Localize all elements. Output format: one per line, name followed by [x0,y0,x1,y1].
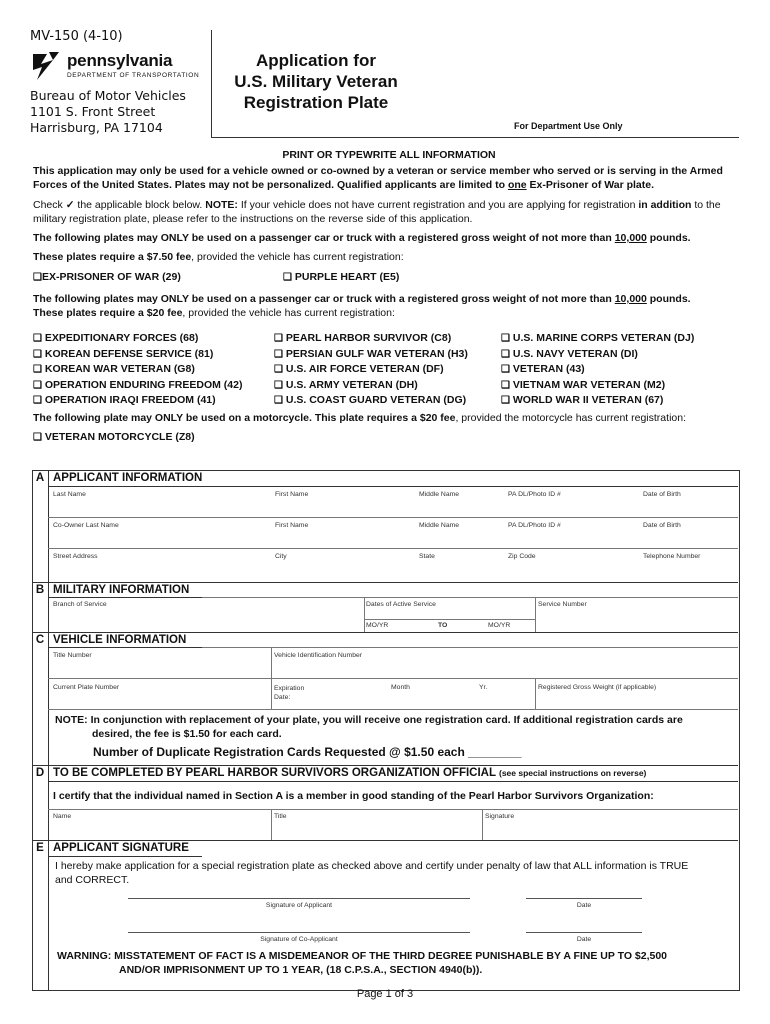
field-pa-dl[interactable]: PA DL/Photo ID # [508,491,561,498]
section-c-note [55,713,735,741]
plate-label: U.S. AIR FORCE VETERAN (DF) [285,363,444,375]
pounds: pounds. [649,232,691,244]
checkbox-plate[interactable] [501,378,694,394]
motorcycle-heading [33,411,745,425]
form-number: MV-150 (4-10) [30,29,123,44]
keystone-icon [31,50,61,82]
note-text: If your vehicle does not have current registration and you are applying for registration [240,199,636,211]
note-label: NOTE: [205,199,238,211]
checkbox-icon[interactable]: ❑ [33,379,42,391]
checkbox-icon[interactable]: ❑ [274,395,283,406]
checkbox-icon[interactable]: ❑ [33,272,42,283]
field-month[interactable]: Month [391,684,410,691]
plate-label: OPERATION IRAQI FREEDOM (41) [44,394,216,406]
bureau-line: Bureau of Motor Vehicles [30,88,186,103]
group1-fee [33,250,745,264]
checkbox-icon[interactable]: ❑ [501,379,510,391]
group2-heading-text: The following plates may ONLY be used on a passenger car or truck with a registered gross weight of not more than [33,293,612,305]
plates-column-1 [33,331,242,409]
rule [482,809,483,840]
field-middle-name[interactable]: Middle Name [419,491,460,498]
field-current-plate[interactable]: Current Plate Number [53,684,120,691]
pounds: pounds. [649,293,691,305]
checkbox-ex-pow[interactable] [33,271,181,283]
section-d-title [53,767,646,779]
checkbox-icon[interactable]: ❑ [501,395,510,406]
bureau-line: 1101 S. Front Street [30,104,156,119]
rule [48,597,202,598]
field-official-name[interactable]: Name [53,813,72,820]
plate-label: U.S. MARINE CORPS VETERAN (DJ) [512,332,695,344]
rule [271,809,272,840]
rule [48,709,738,710]
group1-heading [33,231,745,245]
rule [535,597,536,633]
section-d-title-text: TO BE COMPLETED BY PEARL HARBOR SURVIVORS ORGANIZATION OFFICIAL [53,767,496,779]
note-label: NOTE: [55,714,88,726]
mo-yr-from: MO/YR [366,622,389,629]
checkbox-plate[interactable] [33,331,242,347]
to-label: TO [438,622,448,629]
exp-label: Expiration [274,685,305,692]
plate-label: KOREAN WAR VETERAN (G8) [44,363,195,375]
rule [32,582,738,583]
field-service-number[interactable]: Service Number [538,601,587,608]
note-text-2: desired, the fee is $1.50 for each card. [92,728,282,740]
plate-label: EX-PRISONER OF WAR (29) [41,271,181,283]
field-gross-weight[interactable]: Registered Gross Weight (if applicable) [538,684,657,691]
weight-limit: 10,000 [614,232,647,244]
rule [48,678,738,679]
penndot-logo [31,50,61,87]
section-a-title: APPLICANT INFORMATION [53,472,203,484]
checkbox-icon[interactable]: ❑ [501,348,510,360]
plate-label: PEARL HARBOR SURVIVOR (C8) [285,332,452,344]
field-state[interactable]: State [419,553,435,560]
motorcycle-text: The following plate may ONLY be used on a motorcycle. This plate requires a $20 fee [33,412,456,424]
statement-line: and CORRECT. [55,874,130,886]
rule [32,765,738,766]
section-a-letter: A [35,472,45,484]
exp-date-label: Date: [274,694,291,701]
field-year[interactable]: Yr. [479,684,488,691]
checkbox-plate[interactable] [33,378,242,394]
plate-label: WORLD WAR II VETERAN (67) [512,394,664,406]
field-zip[interactable]: Zip Code [508,553,536,560]
logo-department: DEPARTMENT OF TRANSPORTATION [67,72,200,79]
title-line: Registration Plate [243,93,389,112]
checkbox-plate[interactable] [274,362,468,378]
checkmark-icon: ✓ [65,199,75,211]
note-text-2: to the military registration plate, please refer to the instructions on the reverse side of this application. [33,199,721,225]
checkbox-icon[interactable]: ❑ [283,272,292,283]
plate-label: OPERATION ENDURING FREEDOM (42) [44,378,243,391]
fee-amount: These plates require a $7.50 fee [33,251,192,263]
rule [364,597,365,633]
rule [202,647,738,648]
plate-label: U.S. ARMY VETERAN (DH) [285,378,418,391]
header-bottom-rule [211,137,739,138]
certify-text: I certify that the individual named in Section A is a member in good standing of the Pearl Harbor Survivors Organization: [53,790,654,802]
plates-column-2 [274,331,468,409]
checkbox-icon[interactable]: ❑ [33,395,42,406]
checkbox-icon[interactable]: ❑ [33,364,42,375]
field-dob[interactable]: Date of Birth [643,491,681,498]
field-official-signature[interactable]: Signature [485,813,515,820]
field-coowner-dob[interactable]: Date of Birth [643,522,681,529]
checkbox-icon[interactable]: ❑ [274,364,283,375]
plate-label: EXPEDITIONARY FORCES (68) [44,332,199,344]
group2-heading [33,292,745,306]
rule [364,619,535,620]
checkbox-plate[interactable] [501,393,694,409]
date-applicant-label: Date [576,902,592,909]
checkbox-icon[interactable]: ❑ [274,348,283,360]
bureau-line: Harrisburg, PA 17104 [30,120,163,135]
plate-label: VETERAN (43) [512,363,585,375]
department-use-label: For Department Use Only [514,121,623,131]
checkbox-plate[interactable] [501,347,694,363]
field-branch[interactable]: Branch of Service [53,601,107,608]
rule [48,548,738,549]
checkbox-icon[interactable]: ❑ [33,333,42,344]
field-street-address[interactable]: Street Address [53,553,98,560]
plate-label: VIETNAM WAR VETERAN (M2) [512,378,666,391]
field-city[interactable]: City [275,553,287,560]
rule [48,647,202,648]
mo-yr-to: MO/YR [488,622,511,629]
field-last-name[interactable]: Last Name [53,491,86,498]
signature-applicant-label: Signature of Applicant [265,902,333,909]
page-title [216,50,416,113]
rule [48,486,738,487]
checkbox-plate[interactable] [33,362,242,378]
duplicate-cards[interactable]: Number of Duplicate Registration Cards Requested @ $1.50 each ________ [93,745,522,759]
field-official-title[interactable]: Title [274,813,287,820]
checkbox-icon[interactable]: ❑ [501,364,510,375]
section-b-letter: B [35,584,45,596]
section-e-title: APPLICANT SIGNATURE [53,842,189,854]
eligibility-end: Ex-Prisoner of War plate. [529,179,655,191]
plate-label: U.S. NAVY VETERAN (DI) [512,347,638,360]
check-text: Check [33,199,63,211]
in-addition: in addition [638,199,692,211]
bureau-address [30,88,186,136]
checkbox-icon[interactable]: ❑ [274,333,283,344]
section-d-letter: D [35,767,45,779]
checkbox-icon[interactable]: ❑ [274,379,283,391]
rule [48,856,202,857]
checkbox-icon[interactable]: ❑ [501,333,510,344]
rule [48,781,738,782]
section-e-letter: E [36,842,44,854]
logo-text: pennsylvania [67,51,173,70]
check-instruction [33,198,745,226]
signature-applicant-line[interactable] [128,898,470,899]
group1-heading-text: The following plates may ONLY be used on a passenger car or truck with a registered gross weight of not more than [33,232,612,244]
weight-limit: 10,000 [614,293,647,305]
warning-text [57,949,735,977]
section-c-title: VEHICLE INFORMATION [53,634,187,646]
checkbox-icon[interactable]: ❑ [33,432,42,443]
rule [32,840,738,841]
section-b-title: MILITARY INFORMATION [53,584,190,596]
checkbox-plate[interactable] [501,362,694,378]
date-applicant-line[interactable] [526,898,642,899]
signature-statement [55,859,735,887]
signature-coapplicant-line[interactable] [128,932,470,933]
field-coowner-pa-dl[interactable]: PA DL/Photo ID # [508,522,561,529]
field-dates-service[interactable]: Dates of Active Service [366,601,436,608]
checkbox-plate[interactable] [274,347,468,363]
warning-line: WARNING: MISSTATEMENT OF FACT IS A MISDEMEANOR OF THE THIRD DEGREE PUNISHABLE BY A FINE UP TO $2,500 [57,950,668,962]
field-first-name[interactable]: First Name [275,491,309,498]
checkbox-plate[interactable] [274,331,468,347]
section-c-letter: C [35,634,45,646]
eligibility-one: one [507,179,527,191]
check-text: the applicable block below. [77,199,203,211]
checkbox-icon[interactable]: ❑ [33,348,42,360]
field-expiration[interactable] [274,684,304,702]
signature-coapplicant-label: Signature of Co-Applicant [260,936,338,943]
fee-amount: These plates require a $20 fee [33,307,183,319]
header-divider [211,30,212,138]
statement-line: I hereby make application for a special registration plate as checked above and certify under penalty of law that ALL information is TRUE [55,860,689,872]
plates-column-3 [501,331,694,409]
note-text: In conjunction with replacement of your plate, you will receive one registration card. If additional registration cards are [90,714,683,726]
section-d-title-note: (see special instructions on reverse) [499,768,647,778]
group2-fee [33,306,745,320]
field-telephone[interactable]: Telephone Number [643,553,701,560]
checkbox-plate[interactable] [274,378,468,394]
eligibility-text [33,164,745,192]
checkbox-plate[interactable] [33,347,242,363]
date-coapplicant-line[interactable] [526,932,642,933]
field-vin[interactable]: Vehicle Identification Number [274,652,363,659]
plate-label: PERSIAN GULF WAR VETERAN (H3) [285,347,468,360]
warning-line: AND/OR IMPRISONMENT UP TO 1 YEAR, (18 C.P.S.A., SECTION 4940(b)). [119,964,483,976]
eligibility-main: This application may only be used for a vehicle owned or co-owned by a veteran or service member who served or is serving in the Armed Forces of the United States. Plates may not be personalized. Qualified applicants are limited to [33,165,723,191]
title-line: U.S. Military Veteran [234,72,398,91]
plate-label: U.S. COAST GUARD VETERAN (DG) [285,394,467,406]
plate-label: KOREAN DEFENSE SERVICE (81) [44,347,214,360]
checkbox-veteran-motorcycle[interactable] [33,431,195,443]
field-title-number[interactable]: Title Number [53,652,92,659]
title-line: Application for [256,51,376,70]
field-coowner-last-name[interactable]: Co-Owner Last Name [53,522,119,529]
field-coowner-middle-name[interactable]: Middle Name [419,522,460,529]
plate-label: PURPLE HEART (E5) [294,271,400,283]
checkbox-plate[interactable] [501,331,694,347]
fee-condition: , provided the vehicle has current registration: [182,307,395,319]
motorcycle-condition: , provided the motorcycle has current registration: [455,412,686,424]
rule [48,809,738,810]
plate-label: VETERAN MOTORCYCLE (Z8) [44,431,195,443]
page-number: Page 1 of 3 [356,988,414,1000]
print-notice: PRINT OR TYPEWRITE ALL INFORMATION [282,149,496,161]
checkbox-purple-heart[interactable] [283,271,399,283]
fee-condition: , provided the vehicle has current registration: [191,251,404,263]
rule [202,597,738,598]
rule [48,517,738,518]
rule [32,632,738,633]
date-coapplicant-label: Date [576,936,592,943]
checkbox-plate[interactable] [33,393,242,409]
rule [535,678,536,709]
field-coowner-first-name[interactable]: First Name [275,522,309,529]
checkbox-plate[interactable] [274,393,468,409]
